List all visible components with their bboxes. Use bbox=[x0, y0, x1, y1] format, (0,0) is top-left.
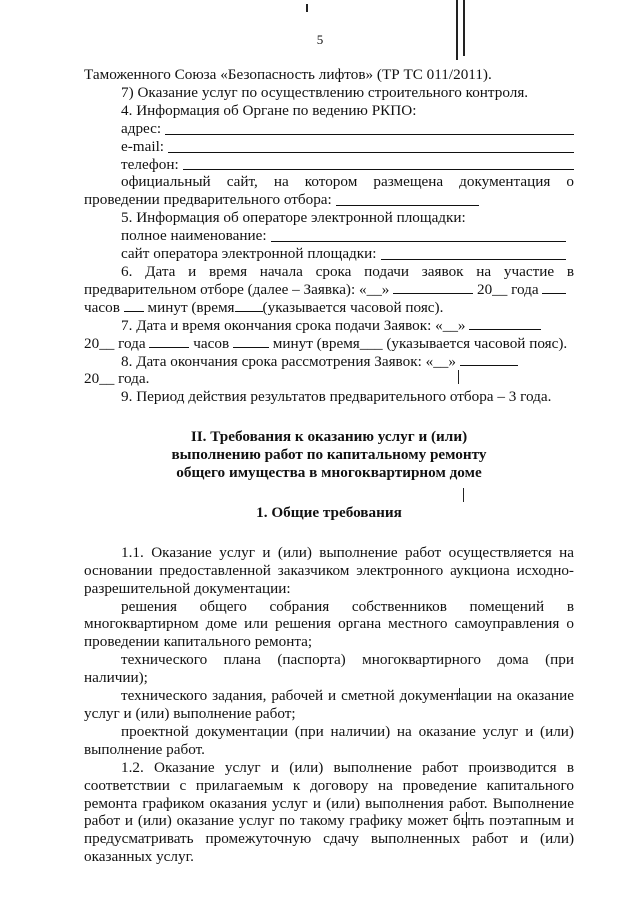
text-line: 20__ года. bbox=[84, 370, 150, 388]
hours-blank bbox=[124, 299, 144, 312]
email-field-row bbox=[84, 138, 574, 156]
text-line: 4. Информация об Органе по ведению РКПО: bbox=[121, 101, 417, 119]
document-body bbox=[84, 66, 574, 866]
website-label: проведении предварительного отбора: bbox=[84, 191, 332, 209]
minutes-blank bbox=[233, 335, 269, 348]
operator-site-row bbox=[84, 245, 566, 263]
body-line: решения общего собрания собственников помещений в bbox=[121, 597, 574, 615]
email-label: e-mail: bbox=[121, 137, 165, 155]
body-line: технического плана (паспорта) многоквартирного дома (при bbox=[121, 651, 574, 669]
text-line: 9. Период действия результатов предварительного отбора – 3 года. bbox=[121, 388, 552, 406]
page-number: 5 bbox=[316, 32, 324, 47]
body-line: предусматривать промежуточную сдачу выполненных работ и (или) bbox=[84, 830, 574, 848]
text-line: официальный сайт, на котором размещена документация о bbox=[121, 173, 574, 191]
operator-name-label: полное наименование: bbox=[121, 227, 267, 245]
text-line: часов минут (время (указывается часовой пояс). bbox=[84, 298, 444, 316]
operator-site-blank bbox=[381, 259, 566, 260]
body-line: многоквартирном доме или решения органа местного самоуправления о bbox=[84, 615, 574, 633]
phone-label: телефон: bbox=[121, 155, 179, 173]
operator-name-blank bbox=[271, 241, 566, 242]
body-line: оказанных услуг. bbox=[84, 848, 194, 866]
timezone-blank bbox=[235, 299, 263, 312]
text-line: предварительном отборе (далее – Заявка): «__» 20__ года bbox=[84, 281, 574, 299]
phone-blank bbox=[183, 169, 574, 170]
website-blank bbox=[336, 205, 479, 206]
body-line: технического задания, рабочей и сметной документации на оказание bbox=[121, 687, 574, 705]
operator-site-label: сайт оператора электронной площадки: bbox=[121, 245, 377, 263]
text-line: 20__ года часов минут (время___ (указывается часовой пояс). bbox=[84, 334, 568, 352]
text-line: 7) Оказание услуг по осуществлению строительного контроля. bbox=[121, 83, 529, 101]
date-blank bbox=[469, 317, 541, 330]
body-line: основании предоставленной заказчиком электронного аукциона исходно- bbox=[84, 561, 574, 579]
body-line: работ и (или) оказание услуг по такому графику может быть поэтапным и bbox=[84, 812, 574, 830]
body-line: проведении капитального ремонта; bbox=[84, 633, 313, 651]
address-label: адрес: bbox=[121, 119, 162, 137]
text-line: 7. Дата и время окончания срока подачи Заявок: «__» bbox=[84, 317, 574, 335]
body-line: 1.1. Оказание услуг и (или) выполнение работ осуществляется на bbox=[121, 543, 574, 561]
email-blank bbox=[168, 152, 574, 153]
section-heading-line: общего имущества в многоквартирном доме bbox=[176, 464, 482, 482]
body-line: наличии); bbox=[84, 669, 148, 687]
hours-blank bbox=[149, 335, 189, 348]
body-line: соответствии с прилагаемым к договору на проведение капитального bbox=[84, 776, 574, 794]
text-line: 8. Дата окончания срока рассмотрения Заявок: «__» bbox=[84, 353, 574, 371]
year-blank bbox=[542, 281, 566, 294]
body-line: разрешительной документации: bbox=[84, 579, 291, 597]
body-line: 1.2. Оказание услуг и (или) выполнение работ производится в bbox=[121, 758, 574, 776]
scan-dot bbox=[306, 4, 308, 12]
section-heading-line: выполнению работ по капитальному ремонту bbox=[171, 446, 487, 464]
subsection-heading: 1. Общие требования bbox=[256, 503, 402, 521]
body-line: выполнение работ. bbox=[84, 740, 205, 758]
body-line: услуг и (или) выполнение работ; bbox=[84, 705, 296, 722]
operator-name-row bbox=[84, 227, 566, 245]
text-line: 5. Информация об операторе электронной площадки: bbox=[121, 209, 466, 227]
phone-field-row bbox=[84, 156, 574, 174]
address-field-row bbox=[84, 120, 574, 138]
address-blank bbox=[165, 134, 574, 135]
date-blank bbox=[393, 281, 473, 294]
section-heading-line: II. Требования к оказанию услуг и (или) bbox=[190, 428, 468, 446]
text-line: 6. Дата и время начала срока подачи заявок на участие в bbox=[121, 262, 574, 280]
body-line: ремонта графиком оказания услуг и (или) выполнения работ. Выполнение bbox=[84, 794, 574, 812]
date-blank bbox=[460, 353, 518, 366]
body-line: проектной документации (при наличии) на оказание услуг и (или) bbox=[121, 722, 574, 740]
text-line: Таможенного Союза «Безопасность лифтов» (ТР ТС 011/2011). bbox=[84, 66, 492, 83]
scan-line-vertical-1 bbox=[456, 0, 458, 60]
website-field-row bbox=[84, 191, 479, 209]
